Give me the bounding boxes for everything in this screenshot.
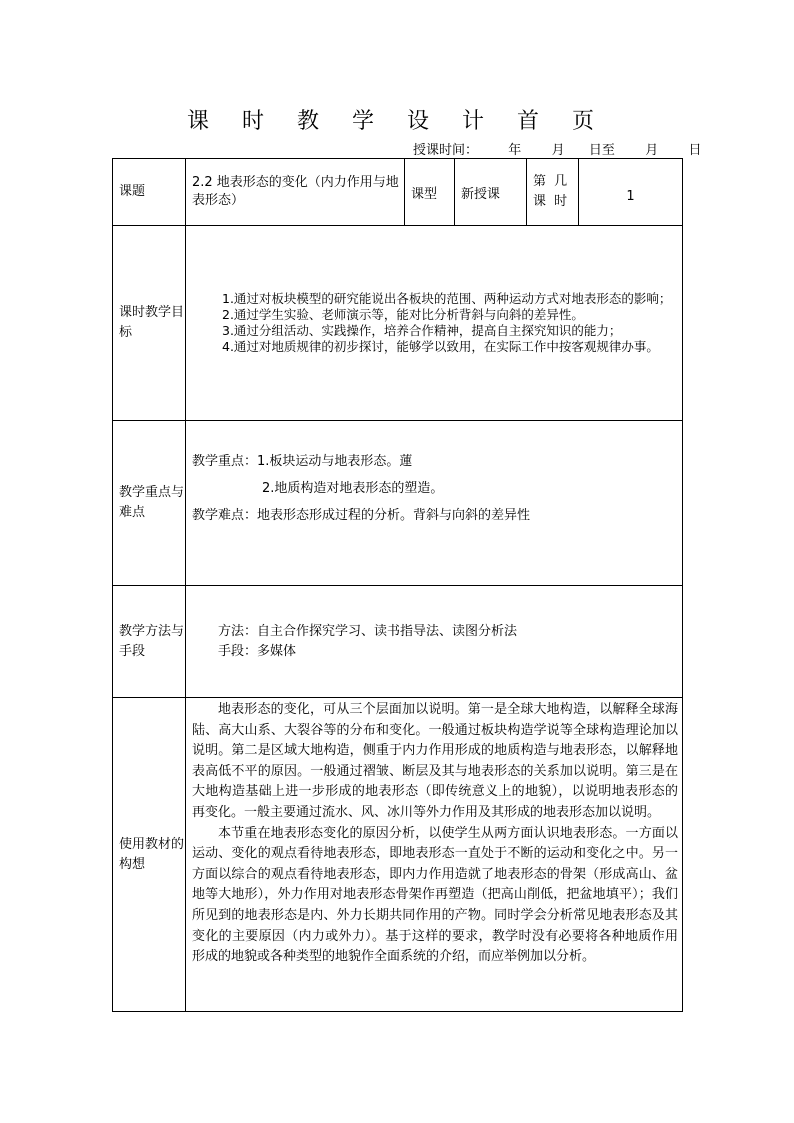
page-title: 课 时 教 学 设 计 首 页 [187, 109, 607, 134]
goal-item: 3.通过分组活动、实践操作，培养合作精神，提高自主探究知识的能力； [222, 323, 622, 338]
material-paragraph-2: 本节重在地表形态变化的原因分析，以使学生从两方面认识地表形态。一方面以运动、变化的观点看待地表形态，即地表形态一直处于不断的运动和变化之中。另一方面以综合的观点看待地表形态，即内力作用造就了地表形态的骨架（形成高山、盆地等大地形），外力作用对地表形态骨架作再塑造（把高山削低，把盆地填平）；我们所见到的地表形态是内、外力长期共同作用的产物。同时学会分析常见地表形态及其变化的主要原因（内力或外力）。基于这样的要求，教学时没有必要将各种地质作用形成的地貌或各种类型的地貌作全面系统的介绍，而应举例加以分析。 [192, 825, 678, 965]
topic-row [113, 159, 683, 226]
method-text: 方法：自主合作探究学习、读书指导法、读图分析法 [218, 623, 518, 639]
date-year: 年 [508, 143, 522, 158]
methods-row [113, 586, 683, 698]
date-month: 月 [551, 143, 565, 158]
date-day-end: 日 [688, 143, 702, 158]
date-day-to: 日至 [588, 143, 615, 158]
goals-label: 课时教学目标 [113, 226, 186, 421]
goals-row [113, 226, 683, 421]
date-label: 授课时间： [413, 143, 479, 158]
material-paragraph-1: 地表形态的变化，可从三个层面加以说明。第一是全球大地构造，以解释全球海陆、高大山系、大裂谷等的分布和变化。一般通过板块构造学说等全球构造理论加以说明。第二是区域大地构造，侧重于内力作用形成的地质构造与地表形态，以解释地表高低不平的原因。一般通过褶皱、断层及其与地表形态的关系加以说明。第三是在大地构造基础上进一步形成的地表形态（即传统意义上的地貌），以说明地表形态的再变化。一般主要通过流水、风、冰川等外力作用及其形成的地表形态加以说明。 [192, 702, 678, 820]
date-line [413, 139, 702, 158]
key-point-1: 教学重点：1.板块运动与地表形态。蓮 [192, 454, 413, 469]
means-text: 手段：多媒体 [218, 643, 297, 659]
keys-label: 教学重点与难点 [113, 421, 186, 586]
goal-item: 1.通过对板块模型的研究能说出各板块的范围、两种运动方式对地表形态的影响； [222, 291, 672, 306]
topic-value: 2.2 地表形态的变化（内力作用与地表形态） [186, 159, 405, 226]
key-point-2: 2.地质构造对地表形态的塑造。 [262, 481, 444, 496]
difficulty: 教学难点：地表形态形成过程的分析。背斜与向斜的差异性 [192, 508, 531, 523]
material-row [113, 698, 683, 1012]
methods-label: 教学方法与手段 [113, 586, 186, 698]
date-month-end: 月 [645, 143, 659, 158]
goals-content [186, 226, 683, 421]
lesson-plan-table [112, 158, 683, 1012]
period-label: 第 几 课 时 [527, 159, 579, 226]
material-label: 使用教材的构想 [113, 698, 186, 1012]
keys-row [113, 421, 683, 586]
goal-item: 4.通过对地质规律的初步探讨，能够学以致用，在实际工作中按客观规律办事。 [222, 339, 659, 354]
methods-content [186, 586, 683, 698]
goal-item: 2.通过学生实验、老师演示等，能对比分析背斜与向斜的差异性。 [222, 307, 584, 322]
keys-content [186, 421, 683, 586]
material-content [186, 698, 683, 1012]
topic-label: 课题 [113, 159, 186, 226]
period-value: 1 [579, 159, 683, 226]
type-value: 新授课 [455, 159, 527, 226]
type-label: 课型 [405, 159, 455, 226]
